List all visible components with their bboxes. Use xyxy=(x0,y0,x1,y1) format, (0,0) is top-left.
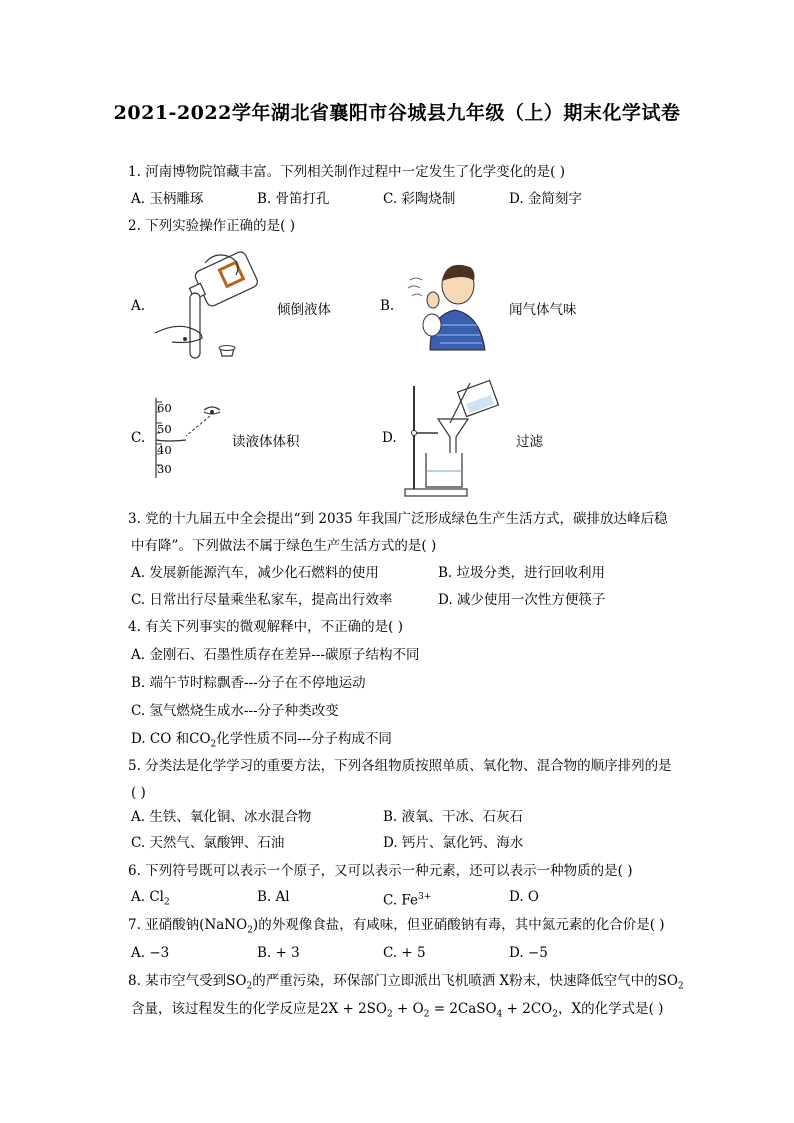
q8-l1-mid: 的严重污染，环保部门立即派出飞机喷洒 X粉末，快速降低空气中的SO xyxy=(252,973,678,989)
q1-option-c: C. 彩陶烧制 xyxy=(383,191,456,207)
q8-l2-d: + 2CO xyxy=(502,1001,553,1017)
q5-option-a: A. 生铁、氧化铜、冰水混合物 xyxy=(131,809,312,825)
q8-l1-sub2: 2 xyxy=(677,981,684,992)
q4-option-d xyxy=(131,730,392,754)
q6-option-c xyxy=(383,888,431,910)
q6-option-a-sub: 2 xyxy=(163,897,170,908)
q8-l2-s4: 2 xyxy=(552,1009,558,1020)
filtration-illustration xyxy=(400,381,510,501)
question-7-post: )的外观像食盐，有咸味，但亚硝酸钠有毒，其中氮元素的化合价是( ) xyxy=(252,917,665,933)
q5-option-b: B. 液氧、干冰、石灰石 xyxy=(383,809,524,825)
q4-option-c: C. 氢气燃烧生成水---分子种类改变 xyxy=(131,703,339,719)
question-2: 2. 下列实验操作正确的是( ) xyxy=(128,218,295,234)
q7-option-a: A. −3 xyxy=(131,945,170,961)
q7-option-d: D. −5 xyxy=(509,945,548,961)
q7-option-c: C. + 5 xyxy=(383,945,426,961)
question-4: 4. 有关下列事实的微观解释中，不正确的是( ) xyxy=(128,619,403,635)
smelling-gas-illustration xyxy=(400,255,500,355)
q6-option-a-pre: A. Cl xyxy=(131,889,164,905)
q3-option-c: C. 日常出行尽量乘坐私家车，提高出行效率 xyxy=(131,592,393,608)
q6-option-b: B. Al xyxy=(257,889,290,905)
cylinder-tick-30: 30 xyxy=(157,462,172,476)
q8-l2-s2: 2 xyxy=(423,1009,430,1020)
q4-option-d-sub: 2 xyxy=(210,739,217,750)
q8-l2-e: ，X的化学式是( ) xyxy=(557,1001,664,1017)
question-5-line-2: ( ) xyxy=(131,785,146,801)
exam-title: 2021-2022学年湖北省襄阳市谷城县九年级（上）期末化学试卷 xyxy=(113,102,681,124)
question-3-line-1: 3. 党的十九届五中全会提出“到 2035 年我国广泛形成绿色生产生活方式，碳排放达峰后稳 xyxy=(128,511,668,527)
q2-option-a-caption: 倾倒液体 xyxy=(277,302,331,318)
q3-option-b: B. 垃圾分类，进行回收利用 xyxy=(438,565,606,581)
q8-l2-c: = 2CaSO xyxy=(429,1001,497,1017)
q4-option-a: A. 金刚石、石墨性质存在差异---碳原子结构不同 xyxy=(131,647,420,663)
question-5-line-1: 5. 分类法是化学学习的重要方法，下列各组物质按照单质、氧化物、混合物的顺序排列的是 xyxy=(128,758,672,774)
q2-option-d-label: D. xyxy=(382,430,397,446)
question-3-line-2: 中有降”。下列做法不属于绿色生产生活方式的是( ) xyxy=(131,538,437,554)
question-6: 6. 下列符号既可以表示一个原子，又可以表示一种元素，还可以表示一种物质的是( ) xyxy=(128,863,633,879)
q5-option-c: C. 天然气、氯酸钾、石油 xyxy=(131,835,285,851)
q5-option-d: D. 钙片、氯化钙、海水 xyxy=(383,835,524,851)
q2-option-b-caption: 闻气体气味 xyxy=(509,302,577,318)
question-7-pre: 7. 亚硝酸钠(NaNO xyxy=(128,917,248,933)
q8-l2-b: + O xyxy=(392,1001,424,1017)
q4-option-d-post: 化学性质不同---分子构成不同 xyxy=(216,731,392,747)
cylinder-tick-40: 40 xyxy=(157,443,172,457)
q6-option-a xyxy=(131,888,170,912)
q3-option-d: D. 减少使用一次性方便筷子 xyxy=(438,592,606,608)
question-8-line-2 xyxy=(131,1000,663,1024)
question-1: 1. 河南博物院馆藏丰富。下列相关制作过程中一定发生了化学变化的是( ) xyxy=(128,164,565,180)
q8-l1-pre: 8. 某市空气受到SO xyxy=(128,973,247,989)
question-7-sub: 2 xyxy=(247,925,253,936)
q8-l2-a: 含量，该过程发生的化学反应是2X + 2SO xyxy=(131,1001,387,1017)
q2-option-c-caption: 读液体体积 xyxy=(232,434,300,450)
q6-option-c-sup: 3+ xyxy=(418,892,432,902)
cylinder-tick-60: 60 xyxy=(157,401,172,415)
q1-option-a: A. 玉柄雕琢 xyxy=(131,191,204,207)
q2-option-c-label: C. xyxy=(131,430,146,446)
q6-option-c-pre: C. Fe xyxy=(383,892,419,909)
cylinder-tick-50: 50 xyxy=(157,422,172,436)
q6-option-d: D. O xyxy=(509,889,539,905)
q8-l2-s3: 4 xyxy=(496,1009,503,1020)
q2-option-d-caption: 过滤 xyxy=(516,434,543,450)
question-8-line-1 xyxy=(128,972,684,996)
q2-option-b-label: B. xyxy=(380,298,395,314)
q4-option-b: B. 端午节时粽飘香---分子在不停地运动 xyxy=(131,675,366,691)
q1-option-b: B. 骨笛打孔 xyxy=(257,191,330,207)
q1-option-d: D. 金简刻字 xyxy=(509,191,582,207)
q7-option-b: B. + 3 xyxy=(257,945,300,961)
q2-option-a-label: A. xyxy=(131,298,146,314)
q8-l1-sub1: 2 xyxy=(246,981,253,992)
question-7 xyxy=(128,916,665,940)
q8-l2-s1: 2 xyxy=(387,1009,393,1020)
q3-option-a: A. 发展新能源汽车，减少化石燃料的使用 xyxy=(131,565,379,581)
pouring-liquid-illustration xyxy=(150,243,265,373)
q4-option-d-pre: D. CO 和CO xyxy=(131,731,211,747)
